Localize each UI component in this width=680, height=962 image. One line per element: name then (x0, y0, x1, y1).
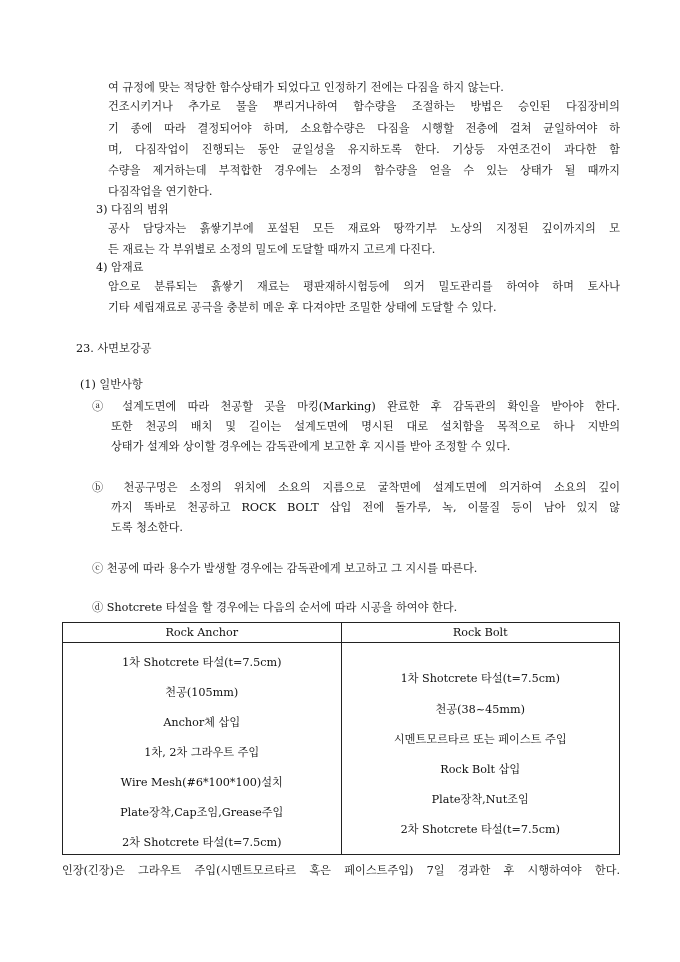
step-item: Wire Mesh(#6*100*100)설치 (120, 776, 283, 789)
paragraph-line: 며, 다짐작업이 진행되는 동안 균일성을 유지하도록 한다. 기상등 자연조건이 과다한 함 (108, 143, 620, 156)
subsection-heading: 3) 다짐의 범위 (96, 203, 169, 216)
step-item: Rock Bolt 삽입 (440, 763, 521, 776)
table-header-row (63, 623, 620, 643)
step-item: 1차, 2차 그라우트 주입 (144, 746, 260, 759)
rock-anchor-steps (63, 643, 342, 855)
list-item-a: ⓐ 설계도면에 따라 천공할 곳을 마킹(Marking) 완료한 후 감독관의 확인을 받아야 한다. (92, 400, 620, 413)
footer-note: 인장(긴장)은 그라우트 주입(시멘트모르타르 혹은 페이스트주입) 7일 경과한 후 시행하여야 한다. (62, 864, 620, 877)
step-item: Plate장착,Cap조임,Grease주입 (120, 806, 284, 819)
paragraph-line: 기 종에 따라 결정되어야 하며, 소요함수량은 다짐을 시행할 전층에 걸쳐 균일하여야 하 (108, 122, 620, 135)
list-item-d: ⓓ Shotcrete 타설을 할 경우에는 다음의 순서에 따라 시공을 하여야 한다. (92, 601, 458, 614)
paragraph-line: 상태가 설계와 상이할 경우에는 감독관에게 보고한 후 지시를 받아 조정할 수 있다. (111, 440, 511, 453)
table-header-rock-bolt: Rock Bolt (341, 623, 620, 643)
step-item: Anchor체 삽입 (163, 716, 241, 729)
paragraph-line: 여 규정에 맞는 적당한 함수상태가 되었다고 인정하기 전에는 다짐을 하지 않는다. (108, 81, 504, 94)
list-item-b: ⓑ 천공구멍은 소정의 위치에 소요의 지름으로 굴착면에 설계도면에 의거하여 소요의 깊이 (92, 481, 620, 494)
step-item: 천공(38~45mm) (435, 703, 525, 716)
step-item: 천공(105mm) (165, 686, 239, 699)
paragraph-line: 공사 담당자는 흙쌓기부에 포설된 모든 재료와 땅깍기부 노상의 지정된 깊이까지의 모 (108, 222, 620, 235)
paragraph-line: 든 재료는 각 부위별로 소정의 밀도에 도달할 때까지 고르게 다진다. (108, 243, 436, 256)
subsection-heading: 4) 암재료 (96, 261, 144, 274)
paragraph-line: 또한 천공의 배치 및 길이는 설계도면에 명시된 대로 설치함을 목적으로 하나 지반의 (111, 420, 620, 433)
table-header-rock-anchor: Rock Anchor (63, 623, 342, 643)
table-row (63, 643, 620, 855)
paragraph-line: 수량을 제거하는데 부적합한 경우에는 소정의 함수량을 얻을 수 있는 상태가 될 때까지 (108, 164, 620, 177)
paragraph-line: 기타 세립재료로 공극을 충분히 메운 후 다져야만 조밀한 상태에 도달할 수 있다. (108, 301, 497, 314)
rock-bolt-steps (341, 643, 620, 855)
step-item: Plate장착,Nut조임 (431, 793, 529, 806)
paragraph-line: 도록 청소한다. (111, 521, 183, 534)
step-item: 2차 Shotcrete 타설(t=7.5cm) (400, 823, 560, 836)
section-title: 23. 사면보강공 (76, 342, 152, 355)
step-item: 1차 Shotcrete 타설(t=7.5cm) (400, 672, 560, 685)
paragraph-line: 암으로 분류되는 흙쌓기 재료는 평판재하시험등에 의거 밀도관리를 하여야 하며 토사나 (108, 280, 620, 293)
paragraph-line: 다짐작업을 연기한다. (108, 185, 213, 198)
list-item-c: ⓒ 천공에 따라 용수가 발생할 경우에는 감독관에게 보고하고 그 지시를 따른다. (92, 562, 478, 575)
step-item: 시멘트모르타르 또는 페이스트 주입 (393, 733, 567, 746)
procedure-table (62, 622, 620, 855)
paragraph-line: 까지 똑바로 천공하고 ROCK BOLT 삽입 전에 돌가루, 녹, 이물질 등이 남아 있지 않 (111, 501, 620, 514)
step-item: 1차 Shotcrete 타설(t=7.5cm) (122, 656, 282, 669)
paragraph-line: 건조시키거나 추가로 물을 뿌리거나하여 함수량을 조절하는 방법은 승인된 다짐장비의 (108, 100, 620, 113)
subsection-heading: (1) 일반사항 (80, 378, 143, 391)
step-item: 2차 Shotcrete 타설(t=7.5cm) (122, 836, 282, 849)
